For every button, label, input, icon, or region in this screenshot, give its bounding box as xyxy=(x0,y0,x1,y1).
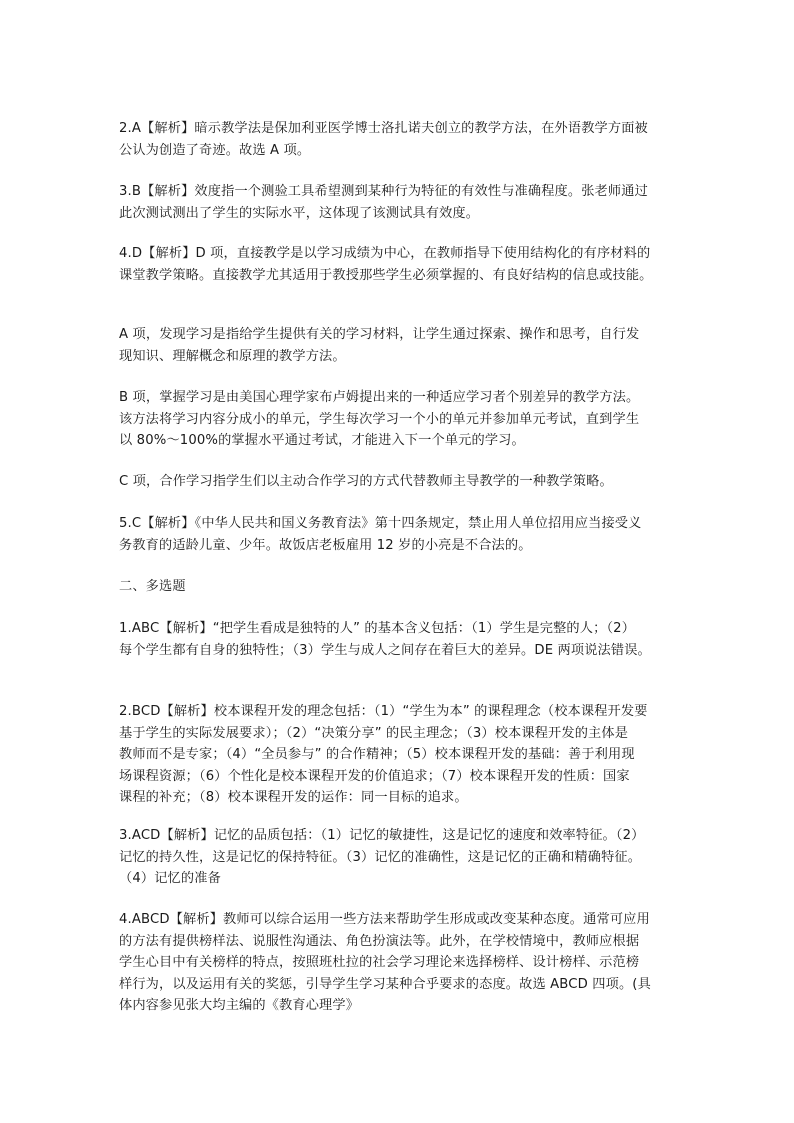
text-line: 5.C【解析】《中华人民共和国义务教育法》第十四条规定，禁止用人单位招用应当接受义 xyxy=(119,516,642,531)
text-line: 体内容参见张大均主编的《教育心理学》 xyxy=(119,998,360,1013)
text-line: 学生心目中有关榜样的特点，按照班杜拉的社会学习理论来选择榜样、设计榜样、示范榜 xyxy=(119,955,640,970)
text-line: 务教育的适龄儿童、少年。故饭店老板雇用 12 岁的小亮是不合法的。 xyxy=(119,537,532,553)
text-line: 3.ACD【解析】记忆的品质包括：（1）记忆的敏捷性，这是记忆的速度和效率特征。（2） xyxy=(119,828,645,843)
text-line: 样行为，以及运用有关的奖惩，引导学生学习某种合乎要求的态度。故选 ABCD 四项。(具 xyxy=(119,976,651,992)
text-line: 场课程资源；（6）个性化是校本课程开发的价值追求；（7）校本课程开发的性质：国家 xyxy=(119,768,630,784)
text-line: 公认为创造了奇迹。故选 A 项。 xyxy=(119,142,311,158)
text-line: 基于学生的实际发展要求）；（2）“决策分享” 的民主理念；（3）校本课程开发的主体是 xyxy=(119,725,629,741)
text-line: 1.ABC【解析】“把学生看成是独特的人” 的基本含义包括：（1）学生是完整的人；（2） xyxy=(119,621,636,636)
paragraph-multi-q1-answer xyxy=(119,618,679,661)
text-line: 4.D【解析】D 项，直接教学是以学习成绩为中心，在教师指导下使用结构化的有序材料的 xyxy=(119,246,651,261)
text-line: B 项，掌握学习是由美国心理学家布卢姆提出来的一种适应学习者个别差异的教学方法。 xyxy=(119,390,640,405)
text-line: 现知识、理解概念和原理的教学方法。 xyxy=(119,348,346,364)
text-line: A 项，发现学习是指给学生提供有关的学习材料，让学生通过探索、操作和思考，自行发 xyxy=(119,327,640,342)
text-line: 的方法有提供榜样法、说服性沟通法、角色扮演法等。此外，在学校情境中，教师应根据 xyxy=(119,933,640,949)
text-line: 每个学生都有自身的独特性；（3）学生与成人之间存在着巨大的差异。DE 两项说法错误。 xyxy=(119,642,651,658)
text-line: 以 80%～100%的掌握水平通过考试，才能进入下一个单元的学习。 xyxy=(119,433,525,448)
text-line: 4.ABCD【解析】教师可以综合运用一些方法来帮助学生形成或改变某种态度。通常可应用 xyxy=(119,912,650,927)
text-line: 教师而不是专家；（4）“全员参与” 的合作精神；（5）校本课程开发的基础：善于利用现 xyxy=(119,747,635,762)
paragraph-multi-q2-answer xyxy=(119,701,679,809)
paragraph-multi-q4-answer xyxy=(119,909,679,1017)
paragraph-q3-answer xyxy=(119,181,679,224)
paragraph-option-c xyxy=(119,471,679,493)
paragraph-q4-answer xyxy=(119,243,679,286)
paragraph-q5-answer xyxy=(119,513,679,556)
section-heading-multiple-choice xyxy=(119,576,679,598)
text-line: 该方法将学习内容分成小的单元，学生每次学习一个小的单元并参加单元考试，直到学生 xyxy=(119,411,640,427)
paragraph-q2-answer xyxy=(119,118,679,161)
text-line: 2.BCD【解析】校本课程开发的理念包括：（1）“学生为本” 的课程理念（校本课程开发要 xyxy=(119,704,648,719)
text-line: 此次测试测出了学生的实际水平，这体现了该测试具有效度。 xyxy=(119,205,480,221)
text-line: 2.A【解析】暗示教学法是保加利亚医学博士洛扎诺夫创立的教学方法，在外语教学方面被 xyxy=(119,121,648,136)
text-line: 课程的补充；（8）校本课程开发的运作：同一目标的追求。 xyxy=(119,790,468,805)
text-line: 二、多选题 xyxy=(119,579,186,594)
paragraph-option-b xyxy=(119,387,679,452)
paragraph-option-a xyxy=(119,324,679,367)
text-line: C 项，合作学习指学生们以主动合作学习的方式代替教师主导教学的一种教学策略。 xyxy=(119,474,613,489)
text-line: 记忆的持久性，这是记忆的保持特征。（3）记忆的准确性，这是记忆的正确和精确特征。 xyxy=(119,849,642,865)
text-line: 3.B【解析】效度指一个测验工具希望测到某种行为特征的有效性与准确程度。张老师通过 xyxy=(119,184,648,199)
text-line: （4）记忆的准备 xyxy=(119,871,221,886)
text-line: 课堂教学策略。直接教学尤其适用于教授那些学生必须掌握的、有良好结构的信息或技能。 xyxy=(119,267,653,283)
paragraph-multi-q3-answer xyxy=(119,825,679,890)
